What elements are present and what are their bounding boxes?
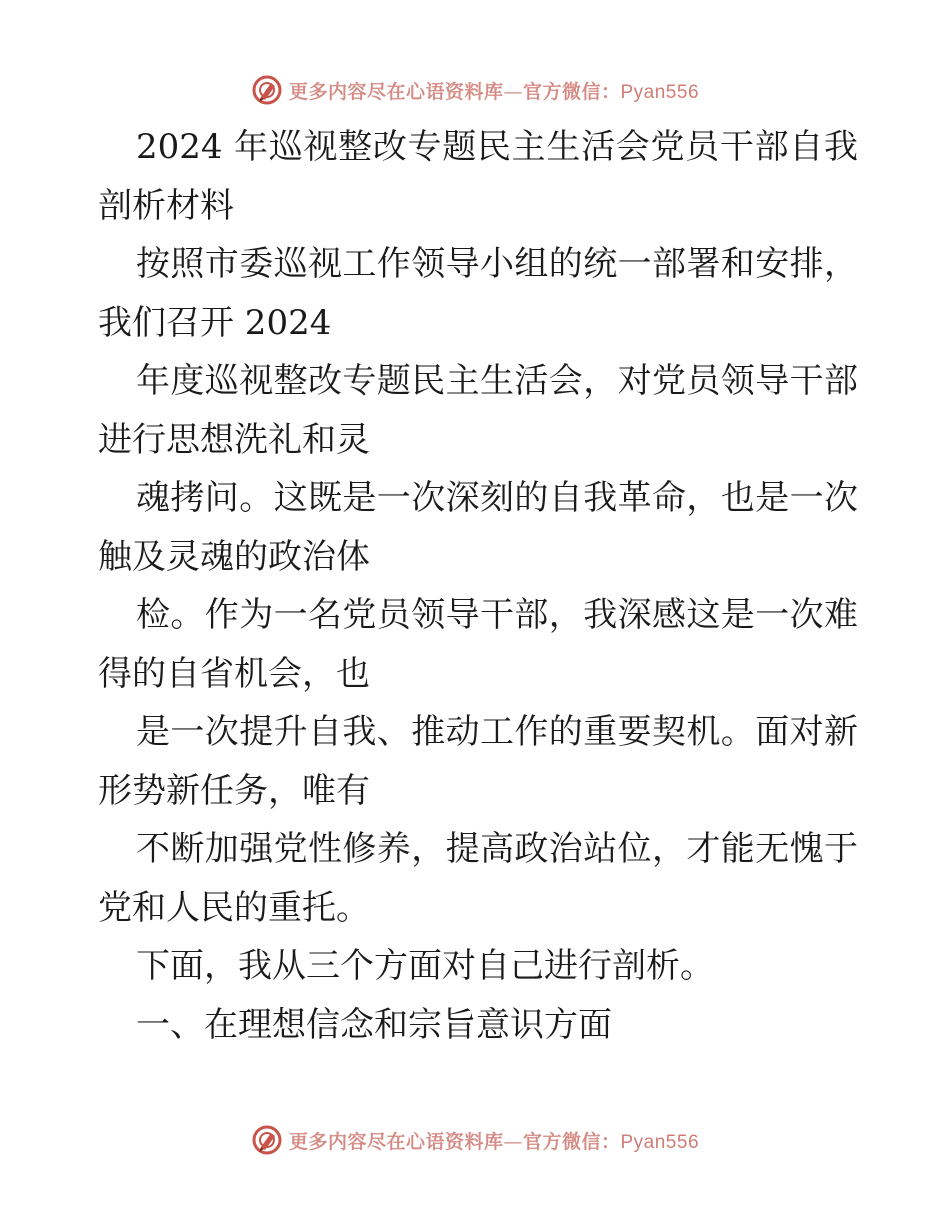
paragraph-line: 是一次提升自我、推动工作的重要契机。面对新	[136, 712, 858, 752]
banner-slogan: 更多内容尽在心语资料库	[288, 1130, 504, 1153]
banner-wechat-id: Pyan556	[620, 81, 700, 103]
footer-banner	[0, 1120, 950, 1160]
pen-logo-icon	[251, 74, 283, 106]
paragraph-line: 党和人民的重托。	[98, 887, 370, 928]
banner-separator: —	[503, 1130, 523, 1153]
title-line-1: 2024 年巡视整改专题民主生活会党员干部自我	[136, 127, 858, 167]
paragraph-line: 触及灵魂的政治体	[98, 536, 370, 577]
paragraph-line: 年度巡视整改专题民主生活会，对党员领导干部	[136, 361, 858, 401]
banner-text	[289, 77, 699, 104]
banner-slogan: 更多内容尽在心语资料库	[288, 80, 504, 103]
title-line-2: 剖析材料	[98, 185, 234, 226]
paragraph-line: 魂拷问。这既是一次深刻的自我革命，也是一次	[136, 478, 858, 518]
paragraph-line: 进行思想洗礼和灵	[98, 419, 370, 460]
paragraph-line: 检。作为一名党员领导干部，我深感这是一次难	[136, 595, 858, 635]
banner-separator: —	[503, 80, 523, 103]
paragraph-line: 按照市委巡视工作领导小组的统一部署和安排，	[136, 244, 858, 284]
paragraph-line: 下面，我从三个方面对自己进行剖析。	[136, 946, 714, 986]
header-banner	[0, 70, 950, 110]
banner-contact-label: 官方微信：	[522, 1130, 621, 1153]
paragraph-line: 不断加强党性修养，提高政治站位，才能无愧于	[136, 829, 858, 869]
banner-wechat-id: Pyan556	[620, 1131, 700, 1153]
document-body	[98, 118, 858, 1054]
paragraph-line: 得的自省机会，也	[98, 653, 370, 694]
banner-contact-label: 官方微信：	[522, 80, 621, 103]
paragraph-line: 形势新任务，唯有	[98, 770, 370, 811]
banner-text	[289, 1127, 699, 1154]
pen-logo-icon	[251, 1124, 283, 1156]
paragraph-line: 我们召开 2024	[98, 302, 332, 343]
section-heading: 一、在理想信念和宗旨意识方面	[136, 1004, 612, 1045]
